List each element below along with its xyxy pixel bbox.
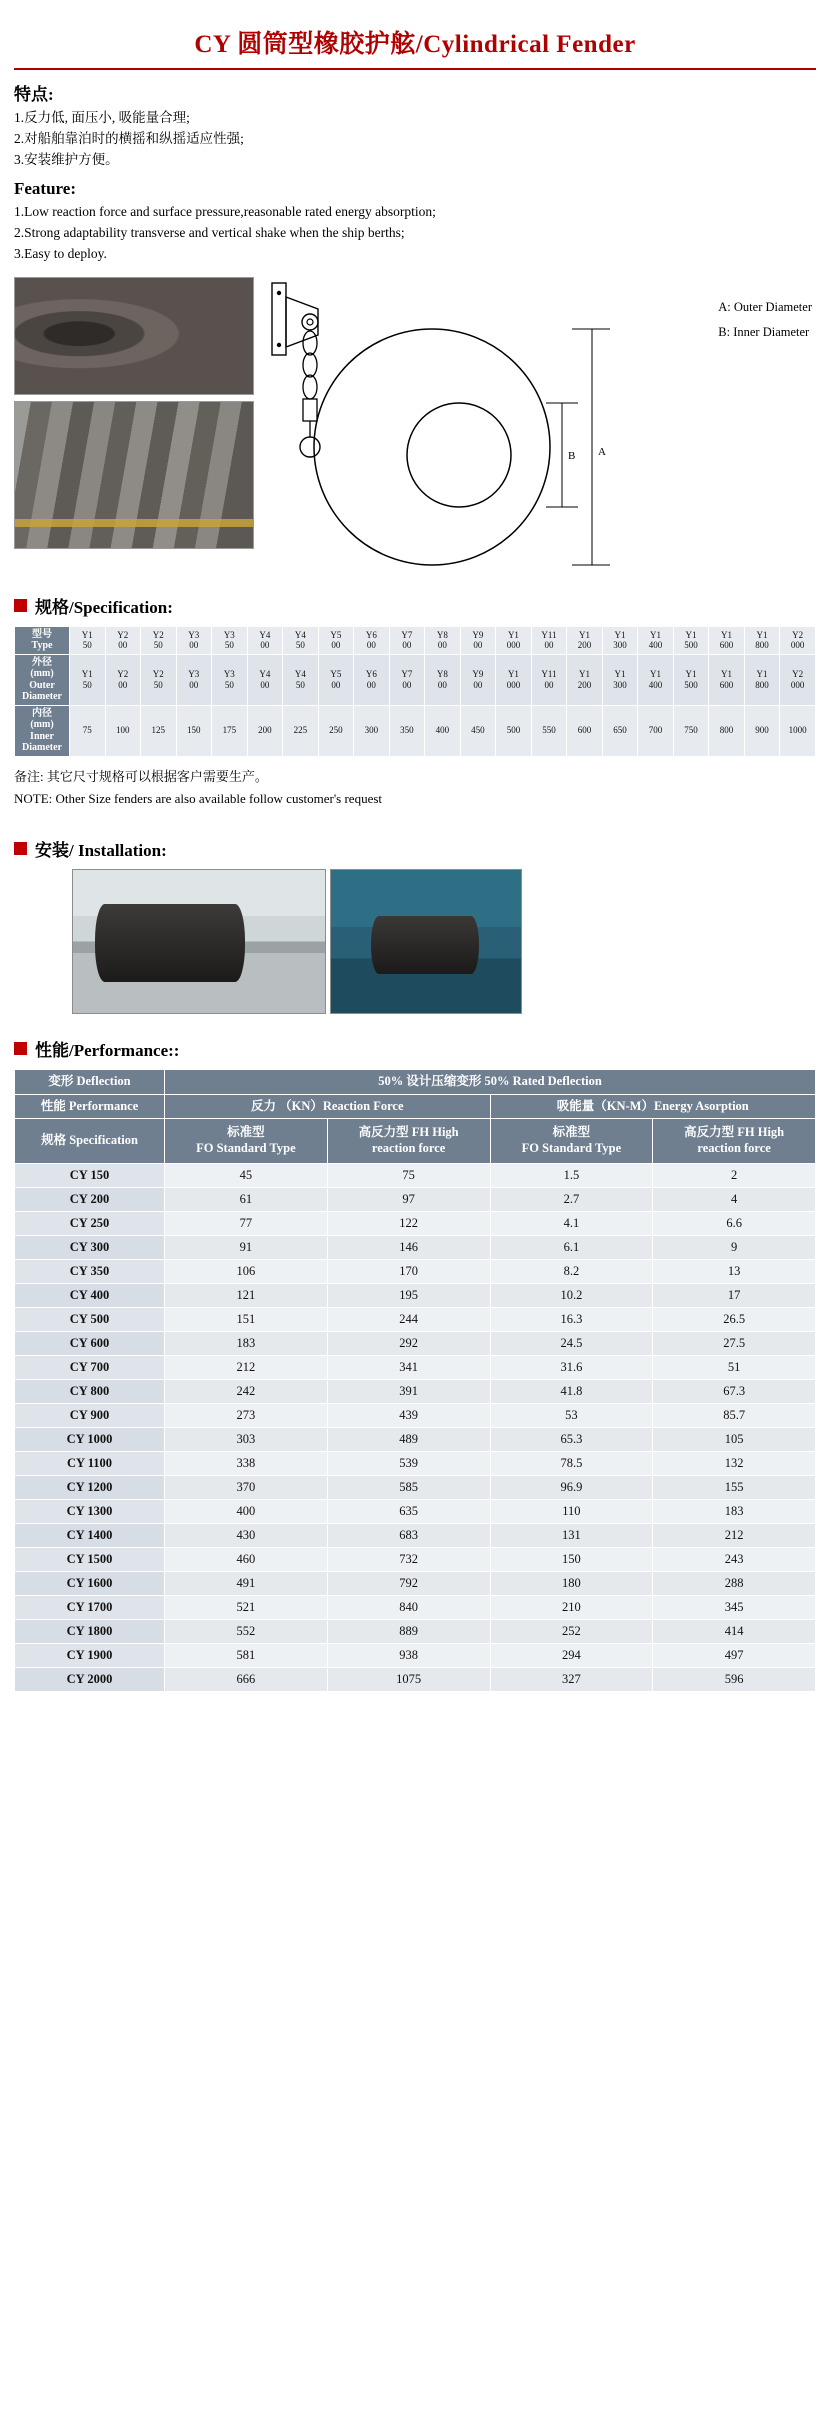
photo-fender-stack <box>14 401 254 549</box>
table-row <box>15 1403 816 1427</box>
perf-cell-reaction-standard: 581 <box>165 1643 328 1667</box>
spec-cell: 1000 <box>780 705 816 756</box>
perf-cell-reaction-standard: 552 <box>165 1619 328 1643</box>
perf-cell-reaction-standard: 91 <box>165 1235 328 1259</box>
perf-cell-energy-fh: 345 <box>653 1595 816 1619</box>
spec-cell: Y1 800 <box>744 626 780 654</box>
spec-cell: Y3 00 <box>176 626 212 654</box>
photo-installation-water <box>330 869 522 1014</box>
perf-cell-reaction-fh: 439 <box>327 1403 490 1427</box>
perf-cell-reaction-fh: 585 <box>327 1475 490 1499</box>
spec-cell: Y4 50 <box>283 654 319 705</box>
spec-cell: Y1 000 <box>496 654 532 705</box>
spec-cell: 125 <box>141 705 177 756</box>
table-row <box>15 1307 816 1331</box>
table-row <box>15 1451 816 1475</box>
perf-cell-energy-standard: 327 <box>490 1667 653 1691</box>
spec-cell: 350 <box>389 705 425 756</box>
perf-cell-reaction-standard: 77 <box>165 1211 328 1235</box>
perf-cell-reaction-fh: 170 <box>327 1259 490 1283</box>
perf-cell-reaction-standard: 106 <box>165 1259 328 1283</box>
feature-cn-1: 1.反力低, 面压小, 吸能量合理; <box>14 110 190 125</box>
spec-cell: Y2 00 <box>105 626 141 654</box>
legend-inner-diameter: B: Inner Diameter <box>718 324 810 339</box>
perf-cell-reaction-standard: 521 <box>165 1595 328 1619</box>
table-row <box>15 1619 816 1643</box>
spec-cell: 100 <box>105 705 141 756</box>
perf-col-reaction-fh: 高反力型 FH High reaction force <box>327 1119 490 1163</box>
page-title: CY 圆筒型橡胶护舷/Cylindrical Fender <box>194 31 636 58</box>
table-row <box>15 1595 816 1619</box>
perf-cell-reaction-fh: 635 <box>327 1499 490 1523</box>
feature-en-2: 2.Strong adaptability transverse and vertical shake when the ship berths; <box>14 224 405 240</box>
spec-cell: Y7 00 <box>389 626 425 654</box>
perf-cell-reaction-standard: 242 <box>165 1379 328 1403</box>
perf-cell-energy-standard: 180 <box>490 1571 653 1595</box>
perf-cell-reaction-fh: 683 <box>327 1523 490 1547</box>
perf-cell-spec: CY 800 <box>15 1379 165 1403</box>
perf-label-deflection: 变形 Deflection <box>15 1070 165 1095</box>
spec-cell: Y9 00 <box>460 654 496 705</box>
perf-cell-spec: CY 1900 <box>15 1643 165 1667</box>
spec-cell: Y1 800 <box>744 654 780 705</box>
spec-cell: 600 <box>567 705 603 756</box>
perf-cell-energy-standard: 150 <box>490 1547 653 1571</box>
perf-cell-reaction-standard: 400 <box>165 1499 328 1523</box>
perf-cell-reaction-fh: 122 <box>327 1211 490 1235</box>
performance-table <box>14 1069 816 1692</box>
perf-cell-energy-standard: 110 <box>490 1499 653 1523</box>
spec-cell: Y1 600 <box>709 654 745 705</box>
spec-cell: Y4 50 <box>283 626 319 654</box>
perf-header-columns <box>15 1119 816 1163</box>
perf-cell-reaction-standard: 121 <box>165 1283 328 1307</box>
perf-cell-reaction-fh: 75 <box>327 1163 490 1187</box>
perf-cell-reaction-fh: 391 <box>327 1379 490 1403</box>
red-square-icon <box>14 1042 27 1055</box>
spec-cell: Y2 000 <box>780 626 816 654</box>
spec-cell: Y6 00 <box>354 654 390 705</box>
table-row <box>15 1211 816 1235</box>
table-row <box>15 1187 816 1211</box>
perf-cell-energy-fh: 26.5 <box>653 1307 816 1331</box>
perf-cell-reaction-standard: 430 <box>165 1523 328 1547</box>
install-title-text: 安装/ Installation: <box>35 841 167 861</box>
perf-cell-energy-fh: 155 <box>653 1475 816 1499</box>
table-row <box>15 1331 816 1355</box>
perf-cell-energy-standard: 53 <box>490 1403 653 1427</box>
perf-cell-reaction-standard: 61 <box>165 1187 328 1211</box>
perf-cell-spec: CY 150 <box>15 1163 165 1187</box>
perf-cell-spec: CY 250 <box>15 1211 165 1235</box>
perf-cell-energy-standard: 8.2 <box>490 1259 653 1283</box>
perf-cell-energy-standard: 10.2 <box>490 1283 653 1307</box>
spec-cell: Y4 00 <box>247 654 283 705</box>
performance-table-body <box>15 1163 816 1691</box>
red-square-icon <box>14 599 27 612</box>
spec-cell: Y1 300 <box>602 626 638 654</box>
perf-cell-spec: CY 1600 <box>15 1571 165 1595</box>
spec-cell: Y8 00 <box>425 654 461 705</box>
perf-cell-reaction-fh: 840 <box>327 1595 490 1619</box>
perf-cell-energy-standard: 2.7 <box>490 1187 653 1211</box>
perf-cell-energy-fh: 4 <box>653 1187 816 1211</box>
spec-cell: Y1 400 <box>638 626 674 654</box>
perf-cell-energy-fh: 6.6 <box>653 1211 816 1235</box>
perf-cell-energy-fh: 67.3 <box>653 1379 816 1403</box>
perf-cell-energy-fh: 27.5 <box>653 1331 816 1355</box>
perf-cell-reaction-standard: 183 <box>165 1331 328 1355</box>
spec-cell: Y1 500 <box>673 626 709 654</box>
spec-cell: Y11 00 <box>531 626 567 654</box>
perf-col-energy-standard: 标准型 FO Standard Type <box>490 1119 653 1163</box>
spec-cell: Y1 300 <box>602 654 638 705</box>
perf-col-energy-fh: 高反力型 FH High reaction force <box>653 1119 816 1163</box>
svg-text:B: B <box>568 449 576 462</box>
perf-cell-spec: CY 1200 <box>15 1475 165 1499</box>
perf-cell-reaction-fh: 938 <box>327 1643 490 1667</box>
svg-text:A: A <box>598 445 606 458</box>
spec-cell: Y1 50 <box>70 626 106 654</box>
perf-cell-energy-fh: 212 <box>653 1523 816 1547</box>
perf-cell-spec: CY 700 <box>15 1355 165 1379</box>
perf-cell-energy-fh: 105 <box>653 1427 816 1451</box>
spec-cell: 750 <box>673 705 709 756</box>
title-divider <box>14 68 816 70</box>
perf-cell-energy-standard: 252 <box>490 1619 653 1643</box>
perf-cell-energy-fh: 51 <box>653 1355 816 1379</box>
perf-col-reaction-standard: 标准型 FO Standard Type <box>165 1119 328 1163</box>
perf-cell-reaction-standard: 212 <box>165 1355 328 1379</box>
spec-cell: Y1 000 <box>496 626 532 654</box>
spec-cell: Y1 500 <box>673 654 709 705</box>
table-row <box>15 1379 816 1403</box>
perf-cell-reaction-fh: 244 <box>327 1307 490 1331</box>
product-photos <box>14 277 254 549</box>
perf-cell-energy-standard: 24.5 <box>490 1331 653 1355</box>
spec-label-type: 型号 Type <box>15 626 70 654</box>
spec-cell: 800 <box>709 705 745 756</box>
spec-cell: Y8 00 <box>425 626 461 654</box>
spec-row-outer <box>15 654 816 705</box>
features-heading-en: Feature: <box>14 178 76 198</box>
perf-cell-energy-standard: 78.5 <box>490 1451 653 1475</box>
spec-cell: Y2 50 <box>141 654 177 705</box>
photo-fender-pair <box>14 277 254 395</box>
spec-cell: Y7 00 <box>389 654 425 705</box>
features-block <box>14 80 816 265</box>
product-media-row <box>14 277 816 577</box>
perf-cell-energy-fh: 596 <box>653 1667 816 1691</box>
performance-title-text: 性能/Performance:: <box>35 1041 180 1061</box>
perf-cell-spec: CY 1400 <box>15 1523 165 1547</box>
performance-section-title <box>14 1036 816 1061</box>
legend-outer-diameter: A: Outer Diameter <box>718 299 812 314</box>
perf-cell-spec: CY 1500 <box>15 1547 165 1571</box>
spec-cell: 225 <box>283 705 319 756</box>
perf-cell-reaction-standard: 666 <box>165 1667 328 1691</box>
perf-cell-reaction-fh: 341 <box>327 1355 490 1379</box>
spec-cell: Y1 50 <box>70 654 106 705</box>
perf-cell-energy-standard: 1.5 <box>490 1163 653 1187</box>
diagram-legend <box>718 295 812 345</box>
spec-note-cn: 备注: 其它尺寸规格可以根据客户需要生产。 <box>14 768 268 784</box>
perf-cell-reaction-standard: 303 <box>165 1427 328 1451</box>
spec-cell: Y1 400 <box>638 654 674 705</box>
perf-cell-energy-standard: 96.9 <box>490 1475 653 1499</box>
perf-cell-energy-standard: 41.8 <box>490 1379 653 1403</box>
spec-section-title <box>14 593 816 618</box>
spec-cell: Y4 00 <box>247 626 283 654</box>
perf-cell-reaction-fh: 889 <box>327 1619 490 1643</box>
feature-en-1: 1.Low reaction force and surface pressure,reasonable rated energy absorption; <box>14 203 436 219</box>
table-row <box>15 1523 816 1547</box>
spec-cell: Y5 00 <box>318 626 354 654</box>
perf-cell-energy-fh: 243 <box>653 1547 816 1571</box>
perf-cell-energy-fh: 17 <box>653 1283 816 1307</box>
perf-cell-spec: CY 900 <box>15 1403 165 1427</box>
perf-header-deflection <box>15 1070 816 1095</box>
perf-cell-energy-standard: 131 <box>490 1523 653 1547</box>
table-row <box>15 1283 816 1307</box>
perf-cell-energy-fh: 13 <box>653 1259 816 1283</box>
install-section-title <box>14 836 816 861</box>
perf-cell-energy-fh: 9 <box>653 1235 816 1259</box>
perf-cell-energy-standard: 16.3 <box>490 1307 653 1331</box>
table-row <box>15 1259 816 1283</box>
perf-label-performance: 性能 Performance <box>15 1094 165 1119</box>
perf-cell-energy-fh: 497 <box>653 1643 816 1667</box>
table-row <box>15 1475 816 1499</box>
perf-cell-reaction-standard: 370 <box>165 1475 328 1499</box>
table-row <box>15 1235 816 1259</box>
spec-cell: Y3 00 <box>176 654 212 705</box>
perf-cell-reaction-standard: 151 <box>165 1307 328 1331</box>
perf-group-energy: 吸能量（KN-M）Energy Asorption <box>490 1094 816 1119</box>
features-heading-cn: 特点: <box>14 85 54 104</box>
perf-label-specification: 规格 Specification <box>15 1119 165 1163</box>
perf-cell-spec: CY 1100 <box>15 1451 165 1475</box>
spec-note-en: NOTE: Other Size fenders are also available follow customer's request <box>14 791 383 807</box>
perf-value-deflection: 50% 设计压缩变形 50% Rated Deflection <box>165 1070 816 1095</box>
perf-cell-energy-standard: 6.1 <box>490 1235 653 1259</box>
spec-cell: 300 <box>354 705 390 756</box>
table-row <box>15 1547 816 1571</box>
red-square-icon <box>14 842 27 855</box>
perf-cell-reaction-fh: 195 <box>327 1283 490 1307</box>
perf-cell-spec: CY 350 <box>15 1259 165 1283</box>
table-row <box>15 1499 816 1523</box>
spec-cell: Y3 50 <box>212 654 248 705</box>
spec-cell: Y2 000 <box>780 654 816 705</box>
spec-cell: Y2 50 <box>141 626 177 654</box>
perf-cell-reaction-fh: 539 <box>327 1451 490 1475</box>
table-row <box>15 1427 816 1451</box>
perf-cell-energy-standard: 65.3 <box>490 1427 653 1451</box>
perf-cell-reaction-standard: 338 <box>165 1451 328 1475</box>
spec-cell: 75 <box>70 705 106 756</box>
perf-cell-spec: CY 1800 <box>15 1619 165 1643</box>
spec-cell: Y11 00 <box>531 654 567 705</box>
perf-cell-spec: CY 400 <box>15 1283 165 1307</box>
spec-cell: 450 <box>460 705 496 756</box>
spec-cell: 400 <box>425 705 461 756</box>
spec-row-type <box>15 626 816 654</box>
perf-cell-reaction-fh: 792 <box>327 1571 490 1595</box>
perf-cell-energy-fh: 85.7 <box>653 1403 816 1427</box>
perf-cell-reaction-fh: 146 <box>327 1235 490 1259</box>
perf-cell-energy-fh: 2 <box>653 1163 816 1187</box>
spec-title-text: 规格/Specification: <box>35 597 173 617</box>
spec-cell: Y1 600 <box>709 626 745 654</box>
perf-cell-energy-fh: 288 <box>653 1571 816 1595</box>
spec-cell: Y1 200 <box>567 626 603 654</box>
feature-cn-3: 3.安装维护方便。 <box>14 151 119 167</box>
feature-cn-2: 2.对船舶靠泊时的横摇和纵摇适应性强; <box>14 130 244 146</box>
perf-cell-energy-standard: 4.1 <box>490 1211 653 1235</box>
perf-cell-reaction-fh: 292 <box>327 1331 490 1355</box>
feature-en-3: 3.Easy to deploy. <box>14 245 107 261</box>
spec-cell: Y9 00 <box>460 626 496 654</box>
perf-cell-reaction-standard: 45 <box>165 1163 328 1187</box>
perf-cell-reaction-fh: 732 <box>327 1547 490 1571</box>
perf-group-reaction: 反力 （KN）Reaction Force <box>165 1094 491 1119</box>
table-row <box>15 1355 816 1379</box>
spec-cell: Y2 00 <box>105 654 141 705</box>
perf-cell-reaction-standard: 273 <box>165 1403 328 1427</box>
spec-cell: Y1 200 <box>567 654 603 705</box>
spec-cell: 500 <box>496 705 532 756</box>
spec-row-inner <box>15 705 816 756</box>
installation-photos <box>72 869 522 1014</box>
perf-cell-energy-standard: 294 <box>490 1643 653 1667</box>
perf-header-groups <box>15 1094 816 1119</box>
fender-dimension-diagram <box>262 277 822 577</box>
perf-cell-reaction-fh: 489 <box>327 1427 490 1451</box>
perf-cell-spec: CY 300 <box>15 1235 165 1259</box>
specification-table <box>14 626 816 757</box>
photo-installation-dock <box>72 869 326 1014</box>
spec-cell: 150 <box>176 705 212 756</box>
perf-cell-energy-standard: 210 <box>490 1595 653 1619</box>
spec-cell: 700 <box>638 705 674 756</box>
perf-cell-spec: CY 200 <box>15 1187 165 1211</box>
spec-cell: 550 <box>531 705 567 756</box>
spec-cell: 650 <box>602 705 638 756</box>
perf-cell-energy-fh: 414 <box>653 1619 816 1643</box>
table-row <box>15 1163 816 1187</box>
perf-cell-spec: CY 2000 <box>15 1667 165 1691</box>
perf-cell-spec: CY 600 <box>15 1331 165 1355</box>
spec-cell: Y3 50 <box>212 626 248 654</box>
spec-cell: Y5 00 <box>318 654 354 705</box>
spec-cell: 200 <box>247 705 283 756</box>
perf-cell-energy-standard: 31.6 <box>490 1355 653 1379</box>
perf-cell-reaction-fh: 97 <box>327 1187 490 1211</box>
perf-cell-spec: CY 1300 <box>15 1499 165 1523</box>
perf-cell-reaction-standard: 460 <box>165 1547 328 1571</box>
perf-cell-reaction-standard: 491 <box>165 1571 328 1595</box>
spec-cell: 175 <box>212 705 248 756</box>
spec-label-inner: 内径 (mm) Inner Diameter <box>15 705 70 756</box>
perf-cell-spec: CY 500 <box>15 1307 165 1331</box>
perf-cell-reaction-fh: 1075 <box>327 1667 490 1691</box>
spec-cell: Y6 00 <box>354 626 390 654</box>
perf-cell-spec: CY 1700 <box>15 1595 165 1619</box>
perf-cell-energy-fh: 183 <box>653 1499 816 1523</box>
perf-cell-energy-fh: 132 <box>653 1451 816 1475</box>
table-row <box>15 1667 816 1691</box>
table-row <box>15 1571 816 1595</box>
spec-cell: 250 <box>318 705 354 756</box>
spec-cell: 900 <box>744 705 780 756</box>
perf-cell-spec: CY 1000 <box>15 1427 165 1451</box>
spec-label-outer: 外径 (mm) Outer Diameter <box>15 654 70 705</box>
table-row <box>15 1643 816 1667</box>
